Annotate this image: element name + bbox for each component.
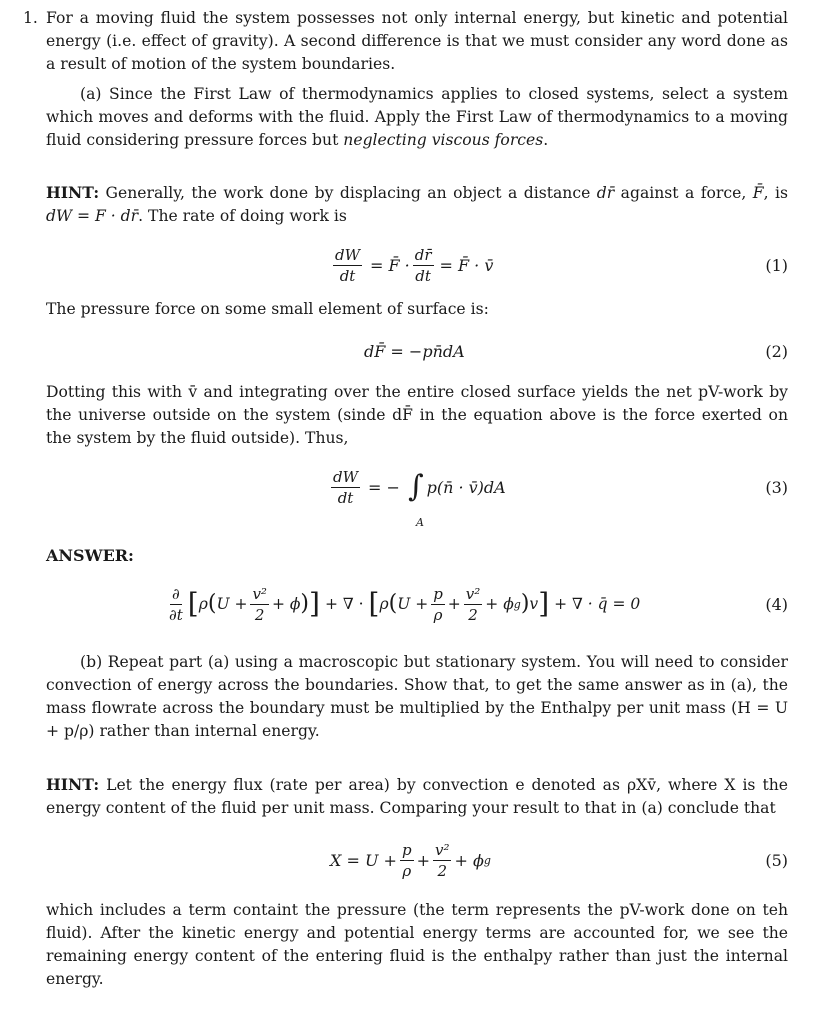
eq2-number: (2) [765,341,788,361]
eq3-number: (3) [765,477,788,497]
part-a-text: (a) Since the First Law of thermodynamics applies to closed systems, select a system which moves and deforms with the fluid. Apply the First Law of thermodynamics to a moving fluid considering pressure forces but neglecting viscous forces. [46,85,788,149]
equation-5: X = U + $\frac{p}{\rho}$ + $\frac{\text{v²}}{2}$ + ϕ g (5) [46,838,788,882]
equation-4: $\frac{\partial}{\partial t}$ [ ρ ( U + $\frac{\text{v²}}{2}$ + ϕ ) ] + ∇ · [ ρ ( U + $\frac{p}{\rho}$ + $\frac{\text{v²}}{2}$ + ϕ g ) v ] + ∇ · q̄ = 0 (4) [46,582,788,626]
eq5-number: (5) [765,850,788,870]
hint-2: HINT: Let the energy flux (rate per area) by convection e denoted as ρXv̄, where X is the energy content of the fluid per unit mass. Comparing your result to that in (a) conclude that [46,775,788,817]
partial-derivative: $\frac{\partial}{\partial t}$ [169,584,183,624]
eq1-lhs-fraction: $\frac{dW}{dt}$ [335,245,361,285]
equation-3: $\frac{dW}{dt}$ = − ∫ A p(n̄ · v̄)dA (3) [46,465,788,509]
part-b-text: (b) Repeat part (a) using a macroscopic but stationary system. You will need to consider convection of energy across the boundaries. Show that, to get the same answer as in (a), the mass flowrate across the boundary must be multiplied by the Enthalpy per unit mass (H = U + p/ρ) rather than internal energy. [46,653,788,740]
hint-2-label: HINT: [46,775,100,794]
eq3-lhs-fraction: $\frac{dW}{dt}$ [333,467,359,507]
eq1-dr-fraction: $\frac{dr̄}{dt}$ [414,245,432,285]
eq1-number: (1) [765,255,788,275]
integral-sign: ∫ A [407,469,424,529]
hint-1: HINT: Generally, the work done by displacing an object a distance dr̄ against a force, F̄, is dW = F · dr̄. The rate of doing work is [46,183,789,225]
question-intro: For a moving fluid the system possesses not only internal energy, but kinetic and potential energy (i.e. effect of gravity). A second difference is that we must consider any word done as a result of motion of the system boundaries. [46,9,788,73]
dotting-text: Dotting this with v̄ and integrating over the entire closed surface yields the net pV-work by the universe outside on the system (sinde dF̄ in the equation above is the force exerted on the system by the fluid outside). Thus, [46,383,788,447]
part-a-emphasis: neglecting viscous forces [343,131,544,149]
closing-text: which includes a term containt the pressure (the term represents the pV-work done on teh fluid). After the kinetic energy and potential energy terms are accounted for, we see the remaining energy content of the entering fluid is the enthalpy rather than just the internal energy. [46,901,788,988]
equation-1: $\frac{dW}{dt}$ = F̄ · $\frac{dr̄}{dt}$ = F̄ · v̄ (1) [46,243,788,287]
equation-2: dF̄ = −pn̄dA (2) [46,329,788,373]
pressure-text: The pressure force on some small element of surface is: [46,300,489,318]
eq4-number: (4) [765,594,788,614]
question-number: 1. [23,9,38,27]
answer-label: ANSWER: [46,546,134,565]
hint-1-label: HINT: [46,183,100,202]
